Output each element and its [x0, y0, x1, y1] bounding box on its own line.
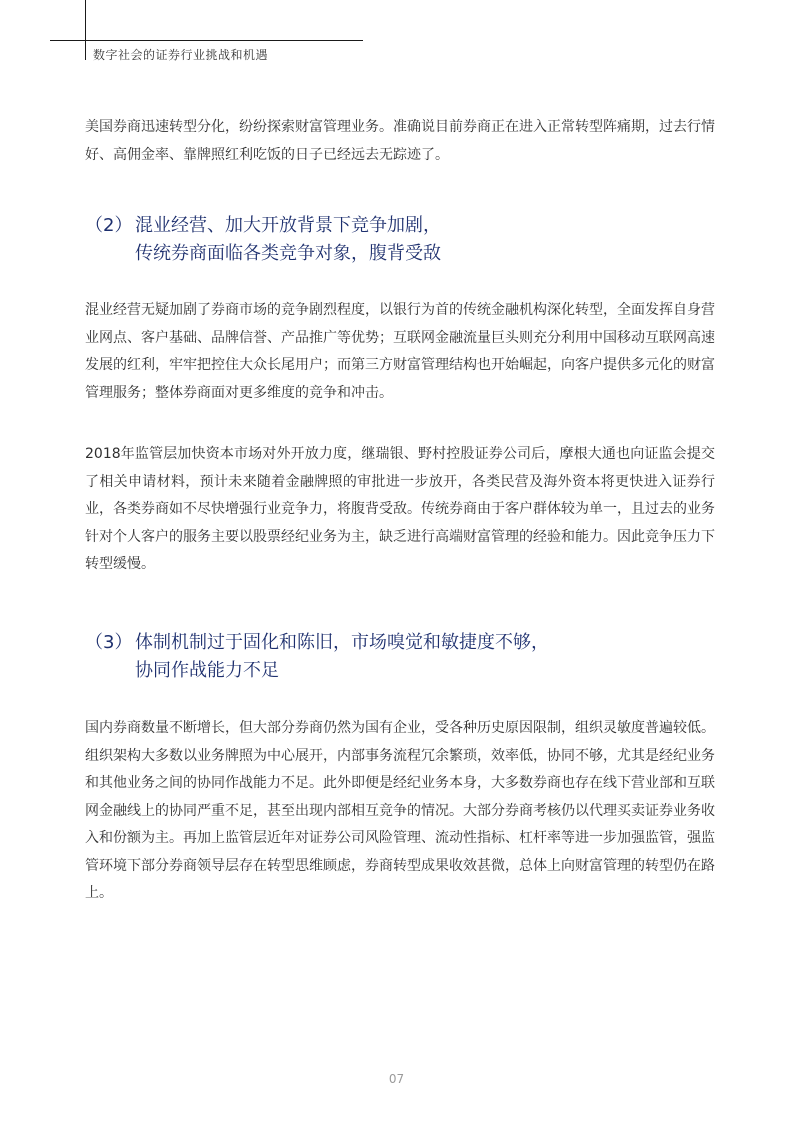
section-3-paragraph-1: 国内券商数量不断增长，但大部分券商仍然为国有企业，受各种历史原因限制，组织灵敏度普遍较低。组织架构大多数以业务牌照为中心展开，内部事务流程冗余繁琐，效率低，协同不够，尤其是经纪业务和其他业务之间的协同作战能力不足。此外即便是经纪业务本身，大多数券商也存在线下营业部和互联网金融线上的协同严重不足，甚至出现内部相互竞争的情况。大部分券商考核仍以代理买卖证券业务收入和份额为主。再加上监管层近年对证券公司风险管理、流动性指标、杠杆率等进一步加强监管，强监管环境下部分券商领导层存在转型思维顾虑，券商转型成果收效甚微，总体上向财富管理的转型仍在路上。: [85, 720, 715, 901]
section-2-paragraph-2: 2018年监管层加快资本市场对外开放力度，继瑞银、野村控股证券公司后，摩根大通也向证监会提交了相关申请材料，预计未来随着金融牌照的审批进一步放开，各类民营及海外资本将更快进入证券行业，各类券商如不尽快增强行业竞争力，将腹背受敌。传统券商由于客户群体较为单一，且过去的业务针对个人客户的服务主要以股票经纪业务为主，缺乏进行高端财富管理的经验和能力。因此竞争压力下转型缓慢。: [85, 446, 715, 572]
section-3-heading: [85, 629, 705, 685]
intro-paragraph: 美国券商迅速转型分化，纷纷探索财富管理业务。准确说目前券商正在进入正常转型阵痛期，过去行情好、高佣金率、靠牌照红利吃饭的日子已经远去无踪迹了。: [85, 119, 715, 163]
header-vertical-rule: [85, 0, 86, 60]
section-3-number: （3）: [85, 632, 133, 653]
section-3-title-line-2: 协同作战能力不足: [135, 660, 279, 681]
page-number: 07: [388, 1072, 405, 1086]
section-2-title-line-1: 混业经营、加大开放背景下竞争加剧，: [135, 215, 441, 236]
section-2-title-line-2: 传统券商面临各类竞争对象，腹背受敌: [135, 243, 441, 264]
header-horizontal-rule: [50, 40, 363, 41]
section-2-number: （2）: [85, 215, 133, 236]
section-2-heading: [85, 212, 705, 268]
running-title: 数字社会的证券行业挑战和机遇: [93, 48, 269, 62]
section-3-title-line-1: 体制机制过于固化和陈旧，市场嗅觉和敏捷度不够，: [135, 632, 549, 653]
section-2-paragraph-1: 混业经营无疑加剧了券商市场的竞争剧烈程度，以银行为首的传统金融机构深化转型，全面发挥自身营业网点、客户基础、品牌信誉、产品推广等优势；互联网金融流量巨头则充分利用中国移动互联网高速发展的红利，牢牢把控住大众长尾用户；而第三方财富管理结构也开始崛起，向客户提供多元化的财富管理服务；整体券商面对更多维度的竞争和冲击。: [85, 302, 715, 401]
